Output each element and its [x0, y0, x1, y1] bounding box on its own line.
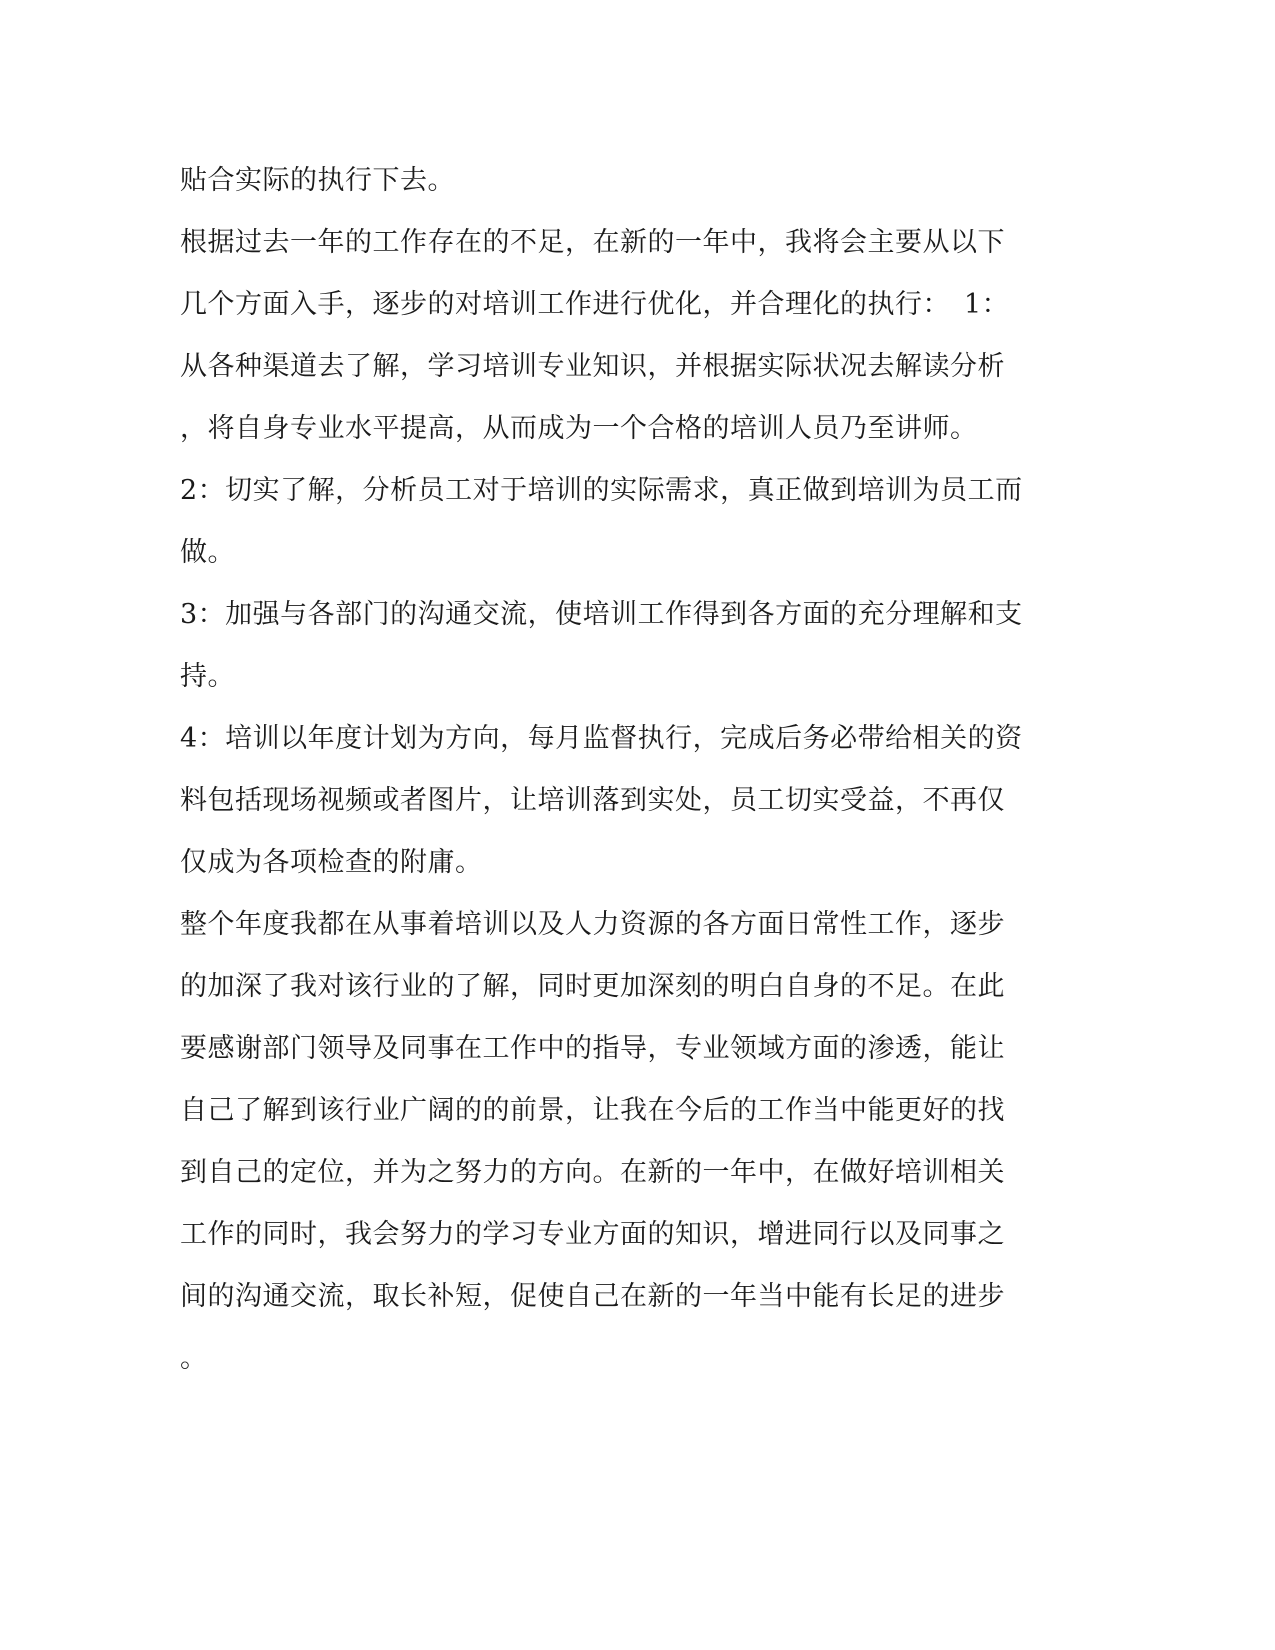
text-line: 仅成为各项检查的附庸。: [180, 847, 483, 878]
text-line: 自己了解到该行业广阔的的前景，让我在今后的工作当中能更好的找: [180, 1095, 1005, 1126]
text-line: 贴合实际的执行下去。: [180, 165, 455, 196]
text-line: 的加深了我对该行业的了解，同时更加深刻的明白自身的不足。在此: [180, 971, 1005, 1002]
text-line: 到自己的定位，并为之努力的方向。在新的一年中，在做好培训相关: [180, 1157, 1005, 1188]
text-line: 要感谢部门领导及同事在工作中的指导，专业领域方面的渗透，能让: [180, 1033, 1005, 1064]
text-line: 从各种渠道去了解，学习培训专业知识，并根据实际状况去解读分析: [180, 351, 1005, 382]
text-line: 间的沟通交流，取长补短，促使自己在新的一年当中能有长足的进步: [180, 1281, 1005, 1312]
text-line: 做。: [180, 537, 235, 568]
text-line: 根据过去一年的工作存在的不足，在新的一年中，我将会主要从以下: [180, 227, 1005, 258]
text-line: 持。: [180, 661, 235, 692]
text-line: 2：切实了解，分析员工对于培训的实际需求，真正做到培训为员工而: [180, 475, 1023, 506]
text-line: 几个方面入手，逐步的对培训工作进行优化，并合理化的执行： 1：: [180, 289, 1010, 320]
text-line: 整个年度我都在从事着培训以及人力资源的各方面日常性工作，逐步: [180, 909, 1005, 940]
text-line: 工作的同时，我会努力的学习专业方面的知识，增进同行以及同事之: [180, 1219, 1005, 1250]
text-line: 。: [180, 1343, 208, 1374]
text-line: 3：加强与各部门的沟通交流，使培训工作得到各方面的充分理解和支: [180, 599, 1023, 630]
text-line: ，将自身专业水平提高，从而成为一个合格的培训人员乃至讲师。: [180, 413, 978, 444]
text-line: 4：培训以年度计划为方向，每月监督执行，完成后务必带给相关的资: [180, 723, 1023, 754]
document-body: [180, 150, 1050, 1390]
text-line: 料包括现场视频或者图片，让培训落到实处，员工切实受益，不再仅: [180, 785, 1005, 816]
